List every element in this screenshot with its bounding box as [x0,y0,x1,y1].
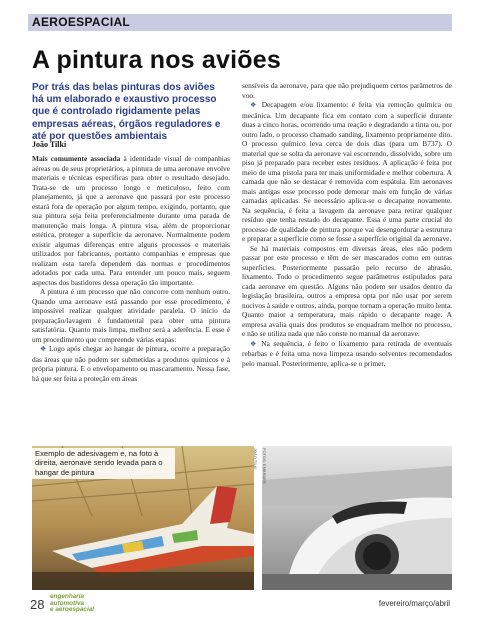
paragraph-text: à identidade visual de companhias aéreas ou de seus proprietários, a pintura de uma aeronave envolve materiais e técnicas específicas para obter o resultado desejado. Trata-se de um processo longo e meticuloso, feito com planejamento, já que a aeronave que passará por este processo estará fora de operação por algum tempo, exigindo, portanto, que sua pintura seja feita preferencialmente durante uma parada de manutenção mais longa. A pintura visa, além de proporcionar estética, proteger a superfície da aeronave. Normalmente podem existir algumas diferenças entre alguns processos e materiais utilizados por fabricantes, portanto companhias e empresas que realizam esta tarefa dependem das normas e procedimentos adotados por cada uma. Para entender um pouco mais, seguem aspectos dos bastidores dessa operação tão importante. [32,154,231,287]
magazine-logo [50,594,94,614]
section-label: AEROESPACIAL [32,15,131,29]
paragraph: A pintura é um processo que não concorre com nenhum outro. Quando uma aeronave está passando por esse procedimento, é impossível realizar qualquer atividade paralela. O início da preparação/lavagem é fundamental para obter uma pintura satisfatória. Quanto mais limpa, melhor será a aderência. E esse é um procedimento que compreende várias etapas: [32,287,230,344]
paragraph-text: Na sequência, é feito o lixamento para retirada de eventuais rebarbas e é feita uma nova limpeza usando solventes recomendados pelo manual. Posteriormente, aplica-se o primer, [242,338,452,368]
lead-in: Mais comumente associada [32,154,121,163]
photo-credit: FOTOS: EMBRAER [262,448,267,484]
paragraph [32,154,230,287]
author-name: João Tilki [32,140,67,149]
magazine-name: engenharia [50,593,85,600]
paragraph [242,339,452,369]
magazine-name: e aeroespacial [50,606,95,614]
article-column-2 [242,81,452,368]
paragraph: sensíveis da aeronave, para que não prejudiquem certos parâmetros de voo. [242,81,452,100]
paragraph-text: Decapagem e/ou lixamento: é feita via remoção química ou mecânica. Um decapante fica em contato com a superfície durante duas a cinco horas, ocorrendo uma reação e degradando a tinta ou, por outro lado, o processo chamado sanding, lixamento propriamente dito. O processo químico leva cerca de dois dias (para um B737). O material que se solta da aeronave vai escorrendo, dissolvido, sobre um piso já preparado para receber estes resíduos. A aplicação é feita por meio de uma pistola para ter mais uniformidade e melhor cobertura. A camada que não se destacar é removida com espátula. Em aeronaves mais antigas esse processo pode demorar mais em função de várias camadas aplicadas. Se necessário aplica-se o decapante novamente. Na sequência, é feita a lavagem da aeronave para retirar qualquer resíduo que tenha restado do decapante. Essa é uma parte crucial do processo de qualidade de pintura porque vai desengordurar a estrutura e preparar a superfície como se fosse a superfície original da aeronave. [242,100,452,243]
photo-credit: JOÃO TILKI [253,448,258,470]
bullet-icon: ❖ [40,345,47,353]
page-number: 28 [30,597,45,612]
paragraph: Se há materiais compostos em diversas áreas, eles não podem passar por este processo e têm de ser mascarados como em outras superfícies. Posteriormente passarão pelo recurso de abrasão, lixamento. Todo o procedimento segue parâmetros estipulados para cada aeronave em questão. Alguns não podem ser usados dentro da legislação brasileira, outros a empresa opta por não usar por serem nocivos à saúde e outros, ainda, porque tornam a operação muito lenta. Quanto maior a temperatura, mais rápido o decapante reage. A empresa avalia quais dos produtos se enquadram melhor no processo, e não se utiliza nada que não conste no manual da aeronave. [242,243,452,338]
paragraph [242,100,452,244]
aircraft-photo [262,446,452,590]
photo-caption: Exemplo de adesivagem e, na foto à direita, aeronave sendo levada para o hangar de pintura [32,448,175,479]
bullet-icon: ❖ [250,101,259,109]
article-subtitle: Por trás das belas pinturas dos aviões há um elaborado e exaustivo processo que é controlado rigidamente pelas empresas aéreas, órgãos reguladores e até por questões ambientais [32,82,221,142]
paragraph [32,344,230,383]
issue-date: fevereiro/março/abril [378,599,450,608]
magazine-name: automotiva [50,599,85,607]
bullet-icon: ❖ [250,339,258,348]
article-column-1 [32,154,230,383]
article-title: A pintura nos aviões [32,46,281,74]
paragraph-text: Logo após chegar ao hangar de pintura, ocorre a preparação das áreas que não podem ser submetidas a produtos químicos e à própria pintura. E o envelopamento ou mascaramento. Nessa fase, há que ser feita a proteção em áreas [32,344,230,383]
